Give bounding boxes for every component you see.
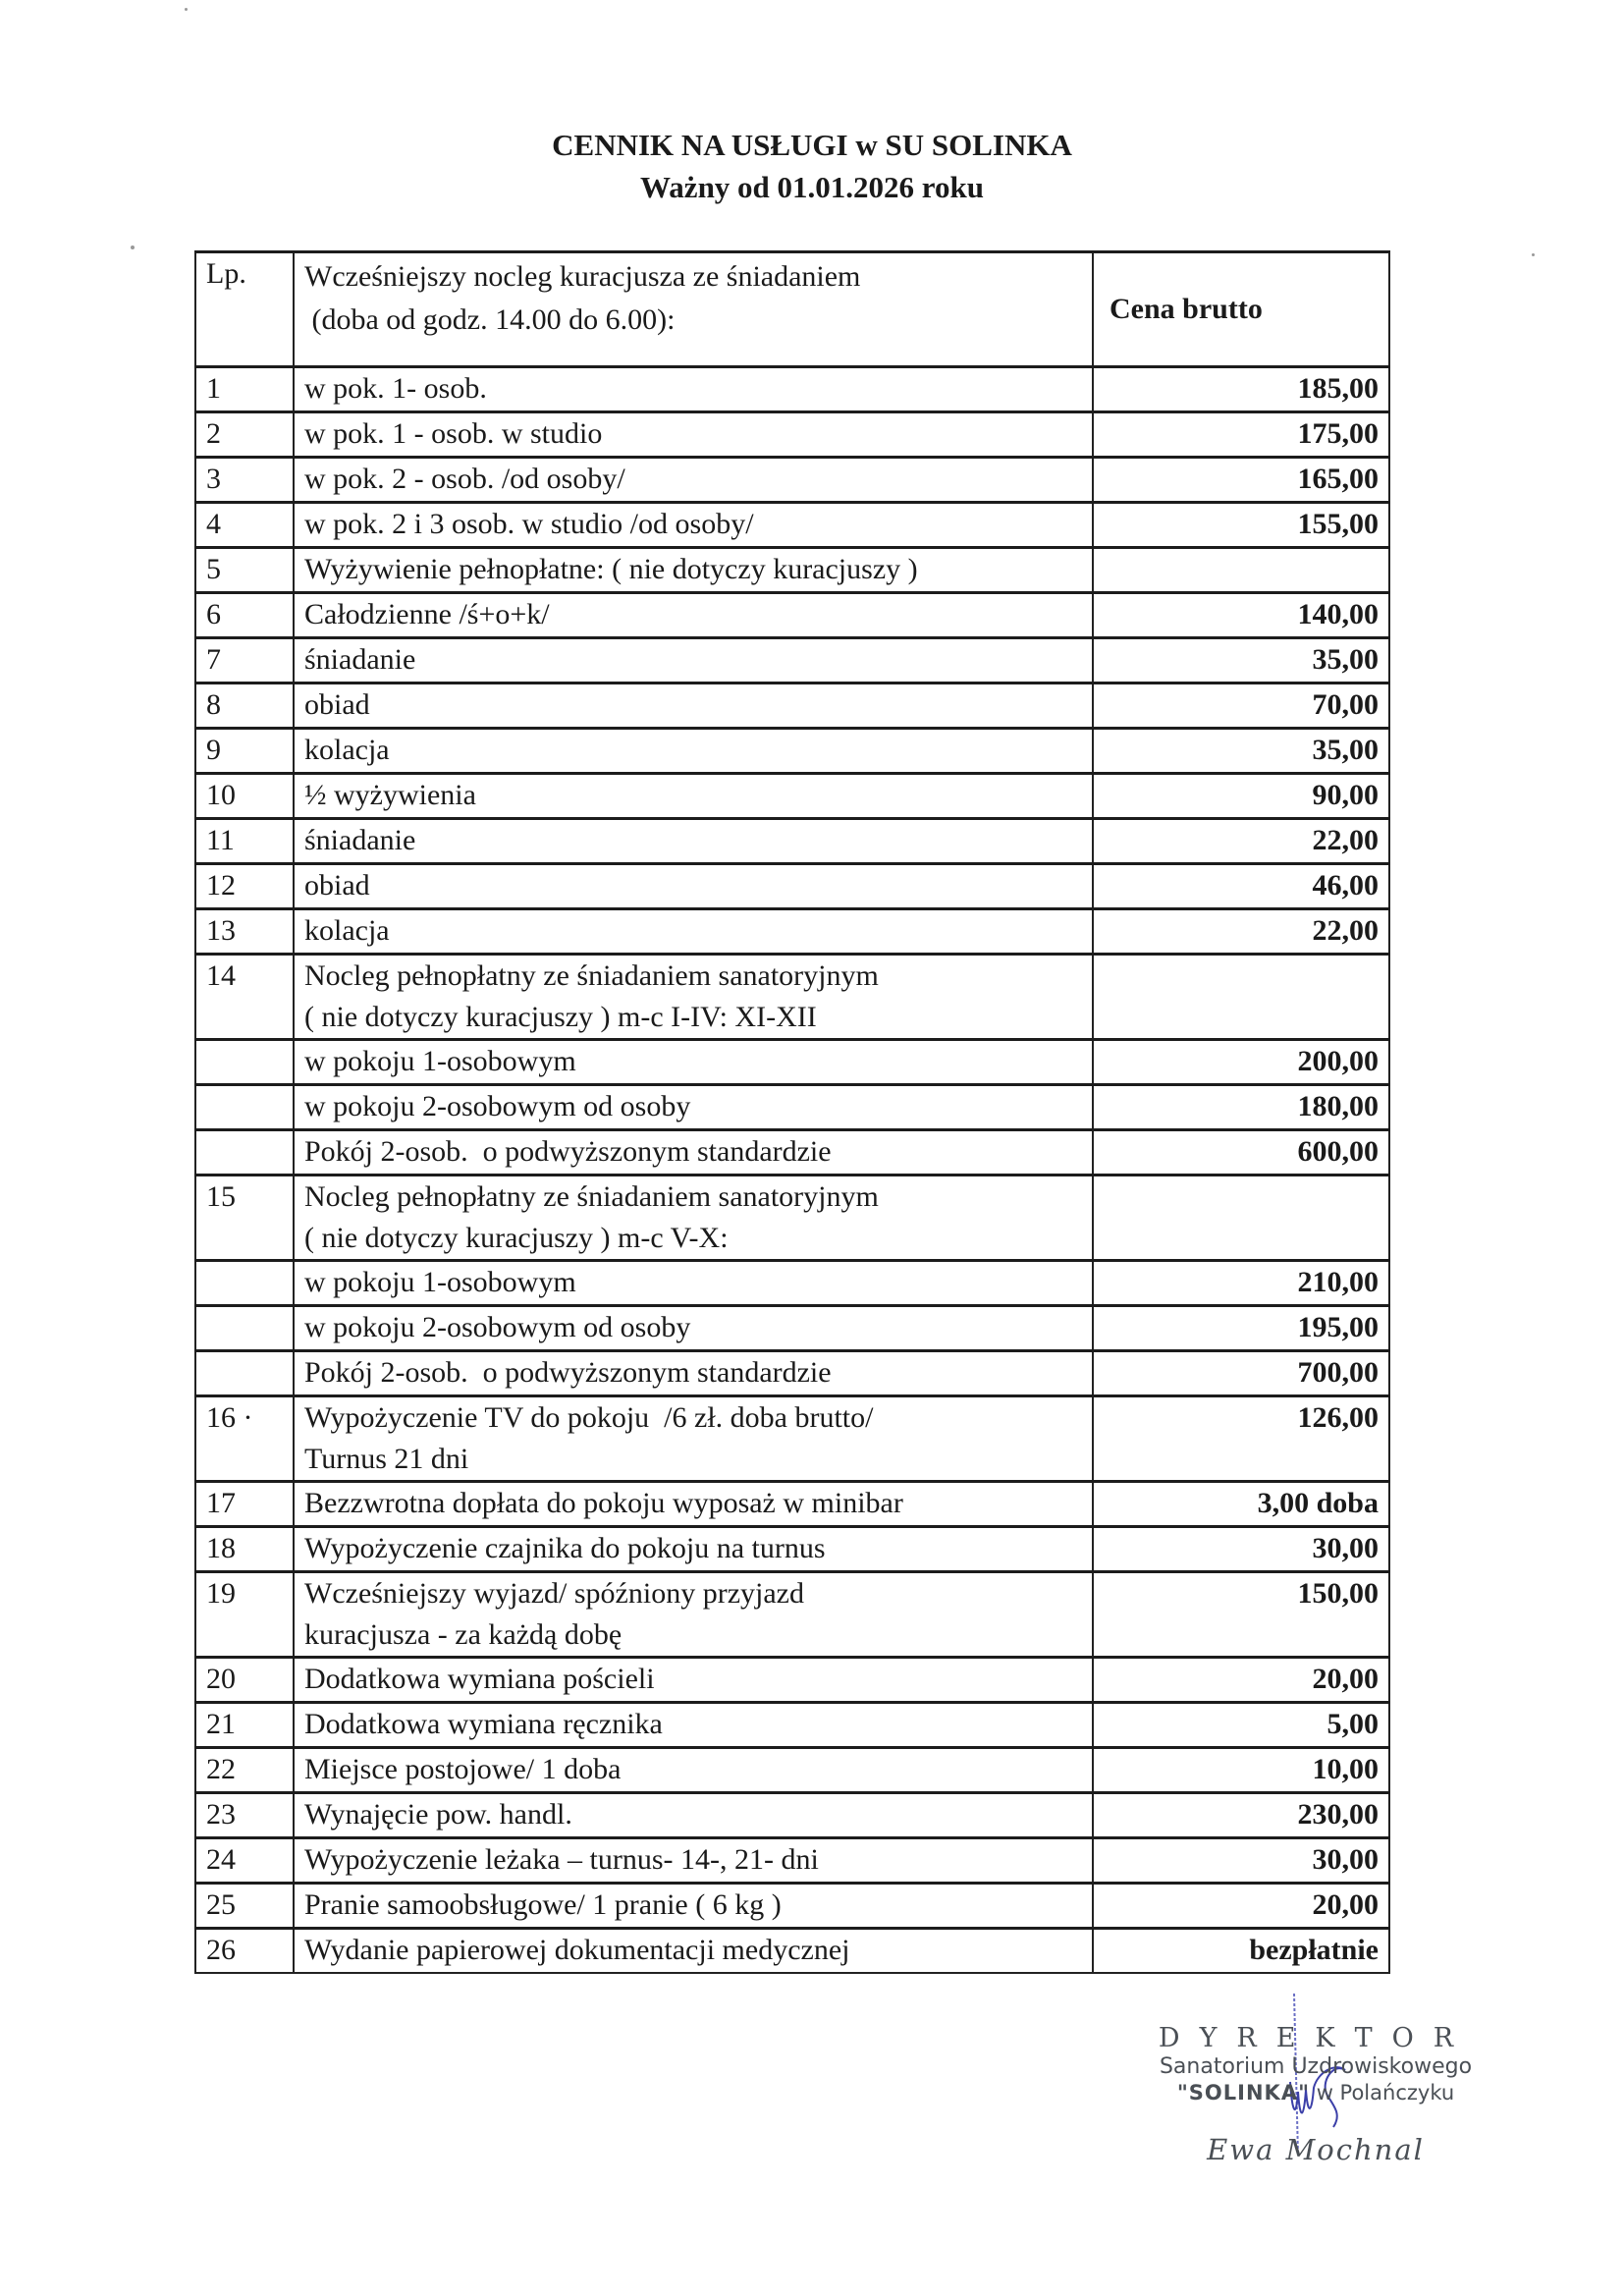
row-description (294, 683, 1093, 729)
row-description (294, 1085, 1093, 1130)
row-description-line: ½ wyżywienia (304, 779, 476, 811)
row-description (294, 548, 1093, 593)
row-description (294, 1884, 1093, 1929)
row-description-line: Bezzwrotna dopłata do pokoju wyposaż w minibar (304, 1487, 903, 1519)
row-description-line: Pranie samoobsługowe/ 1 pranie ( 6 kg ) (304, 1888, 782, 1921)
row-description-line: w pok. 2 i 3 osob. w studio /od osoby/ (304, 508, 754, 540)
row-description-line: w pok. 2 - osob. /od osoby/ (304, 463, 625, 495)
row-price: 35,00 (1093, 729, 1389, 774)
row-description-line: w pokoju 1-osobowym (304, 1266, 576, 1298)
row-lp: 14 (195, 955, 294, 1040)
row-description (294, 1482, 1093, 1527)
row-description-line: kolacja (304, 914, 390, 947)
table-row (195, 1838, 1389, 1884)
header-description (294, 252, 1093, 367)
row-lp: 3 (195, 458, 294, 503)
table-row (195, 1748, 1389, 1793)
row-description-line: w pokoju 2-osobowym od osoby (304, 1311, 691, 1343)
row-description (294, 1838, 1093, 1884)
row-price: bezpłatnie (1093, 1929, 1389, 1974)
row-description (294, 1175, 1093, 1261)
table-row (195, 1658, 1389, 1703)
director-stamp (1119, 2023, 1512, 2166)
row-lp: 12 (195, 864, 294, 909)
row-price: 10,00 (1093, 1748, 1389, 1793)
row-price: 700,00 (1093, 1351, 1389, 1396)
row-description (294, 1130, 1093, 1175)
table-row (195, 367, 1389, 412)
row-price: 22,00 (1093, 819, 1389, 864)
price-table (194, 250, 1390, 1974)
table-row (195, 1175, 1389, 1261)
row-price: 140,00 (1093, 593, 1389, 638)
row-description-line: Wyżywienie pełnopłatne: ( nie dotyczy kuracjuszy ) (304, 553, 918, 585)
row-price: 175,00 (1093, 412, 1389, 458)
stamp-location (1119, 2080, 1512, 2105)
row-description (294, 1658, 1093, 1703)
row-lp: 10 (195, 774, 294, 819)
row-price: 210,00 (1093, 1261, 1389, 1306)
scan-speck (131, 246, 135, 249)
row-description-line: Całodzienne /ś+o+k/ (304, 598, 550, 630)
row-lp: 19 (195, 1572, 294, 1658)
row-description-line: obiad (304, 869, 370, 902)
row-description-line: Wcześniejszy wyjazd/ spóźniony przyjazd (304, 1577, 804, 1610)
row-lp (195, 1306, 294, 1351)
row-price: 155,00 (1093, 503, 1389, 548)
row-description-line: śniadanie (304, 643, 416, 676)
table-row (195, 1572, 1389, 1658)
row-description (294, 1261, 1093, 1306)
row-description (294, 1572, 1093, 1658)
row-price: 185,00 (1093, 367, 1389, 412)
row-description-line: śniadanie (304, 824, 416, 856)
table-row (195, 593, 1389, 638)
row-price: 46,00 (1093, 864, 1389, 909)
header-price: Cena brutto (1093, 252, 1389, 367)
table-row (195, 638, 1389, 683)
row-description (294, 1527, 1093, 1572)
row-description-line: w pok. 1 - osob. w studio (304, 417, 603, 450)
row-lp: 21 (195, 1703, 294, 1748)
row-description (294, 1793, 1093, 1838)
row-description-line: Nocleg pełnopłatny ze śniadaniem sanatoryjnym (304, 1180, 879, 1213)
row-description (294, 1929, 1093, 1974)
row-price: 126,00 (1093, 1396, 1389, 1482)
row-price: 195,00 (1093, 1306, 1389, 1351)
row-lp (195, 1130, 294, 1175)
row-lp (195, 1261, 294, 1306)
table-row (195, 729, 1389, 774)
row-description-line: Wypożyczenie leżaka – turnus- 14-, 21- dni (304, 1843, 819, 1876)
row-price (1093, 955, 1389, 1040)
scan-speck (1532, 253, 1535, 256)
table-row (195, 458, 1389, 503)
row-description-line: Turnus 21 dni (304, 1443, 469, 1475)
row-description (294, 774, 1093, 819)
document-title: CENNIK NA USŁUGI w SU SOLINKA (552, 128, 1072, 162)
row-lp (195, 1351, 294, 1396)
row-lp: 13 (195, 909, 294, 955)
table-row (195, 1793, 1389, 1838)
row-description (294, 638, 1093, 683)
row-description (294, 909, 1093, 955)
row-description (294, 729, 1093, 774)
row-lp (195, 1040, 294, 1085)
table-row (195, 1482, 1389, 1527)
row-description-line: Pokój 2-osob. o podwyższonym standardzie (304, 1356, 832, 1389)
row-lp: 24 (195, 1838, 294, 1884)
row-price: 90,00 (1093, 774, 1389, 819)
row-price: 22,00 (1093, 909, 1389, 955)
row-lp: 17 (195, 1482, 294, 1527)
row-description (294, 1040, 1093, 1085)
row-description-line: w pokoju 1-osobowym (304, 1045, 576, 1077)
document-subtitle: Ważny od 01.01.2026 roku (640, 170, 984, 204)
row-price: 180,00 (1093, 1085, 1389, 1130)
price-table-body (195, 367, 1389, 1974)
row-description-line: ( nie dotyczy kuracjuszy ) m-c I-IV: XI-XII (304, 1001, 817, 1033)
stamp-title: DYREKTOR (1158, 2023, 1474, 2053)
row-description (294, 1396, 1093, 1482)
table-row (195, 1040, 1389, 1085)
header-lp: Lp. (195, 252, 294, 367)
table-row (195, 1929, 1389, 1974)
table-header-row (195, 252, 1389, 367)
row-price: 20,00 (1093, 1658, 1389, 1703)
table-row (195, 1527, 1389, 1572)
table-row (195, 864, 1389, 909)
row-price: 3,00 doba (1093, 1482, 1389, 1527)
row-lp: 2 (195, 412, 294, 458)
row-lp: 5 (195, 548, 294, 593)
table-row (195, 683, 1389, 729)
row-description-line: w pok. 1- osob. (304, 372, 487, 405)
table-row (195, 1085, 1389, 1130)
row-description-line: kolacja (304, 734, 390, 766)
row-price: 20,00 (1093, 1884, 1389, 1929)
row-description (294, 367, 1093, 412)
row-lp: 25 (195, 1884, 294, 1929)
table-row (195, 503, 1389, 548)
table-row (195, 1884, 1389, 1929)
row-price: 30,00 (1093, 1838, 1389, 1884)
row-lp: 6 (195, 593, 294, 638)
table-row (195, 548, 1389, 593)
table-row (195, 412, 1389, 458)
row-price (1093, 1175, 1389, 1261)
header-description-line2: (doba od godz. 14.00 do 6.00): (304, 303, 676, 336)
row-description (294, 1351, 1093, 1396)
header-description-line1: Wcześniejszy nocleg kuracjusza ze śniadaniem (304, 260, 861, 293)
row-lp: 15 (195, 1175, 294, 1261)
row-description (294, 1748, 1093, 1793)
table-row (195, 774, 1389, 819)
row-description (294, 412, 1093, 458)
row-lp: 16 · (195, 1396, 294, 1482)
row-lp: 7 (195, 638, 294, 683)
row-description-line: Wydanie papierowej dokumentacji medycznej (304, 1934, 850, 1966)
row-price: 35,00 (1093, 638, 1389, 683)
table-row (195, 1396, 1389, 1482)
stamp-director-name: Ewa Mochnal (1207, 2133, 1425, 2166)
row-price: 5,00 (1093, 1703, 1389, 1748)
row-description-line: obiad (304, 688, 370, 721)
row-price (1093, 548, 1389, 593)
row-description-line: Nocleg pełnopłatny ze śniadaniem sanatoryjnym (304, 959, 879, 992)
row-description-line: w pokoju 2-osobowym od osoby (304, 1090, 691, 1122)
row-description-line: Wypożyczenie TV do pokoju /6 zł. doba brutto/ (304, 1401, 874, 1434)
row-description-line: Miejsce postojowe/ 1 doba (304, 1753, 622, 1785)
table-row (195, 1261, 1389, 1306)
row-description (294, 593, 1093, 638)
row-lp: 20 (195, 1658, 294, 1703)
row-price: 70,00 (1093, 683, 1389, 729)
row-description-line: Wynajęcie pow. handl. (304, 1798, 572, 1831)
row-description (294, 503, 1093, 548)
row-description (294, 864, 1093, 909)
table-row (195, 1351, 1389, 1396)
table-row (195, 1703, 1389, 1748)
row-lp (195, 1085, 294, 1130)
row-lp: 23 (195, 1793, 294, 1838)
row-description-line: Pokój 2-osob. o podwyższonym standardzie (304, 1135, 832, 1168)
row-lp: 22 (195, 1748, 294, 1793)
stamp-town: w Polańczyku (1310, 2081, 1455, 2105)
table-row (195, 909, 1389, 955)
row-description (294, 458, 1093, 503)
row-description-line: Wypożyczenie czajnika do pokoju na turnus (304, 1532, 826, 1564)
row-description-line: kuracjusza - za każdą dobę (304, 1618, 623, 1651)
table-row (195, 1306, 1389, 1351)
row-lp: 26 (195, 1929, 294, 1974)
row-lp: 1 (195, 367, 294, 412)
row-description (294, 1703, 1093, 1748)
row-lp: 11 (195, 819, 294, 864)
stamp-institution: Sanatorium Uzdrowiskowego (1159, 2054, 1473, 2079)
row-description-line: Dodatkowa wymiana pościeli (304, 1663, 655, 1695)
row-description (294, 955, 1093, 1040)
row-lp: 4 (195, 503, 294, 548)
row-description-line: ( nie dotyczy kuracjuszy ) m-c V-X: (304, 1222, 729, 1254)
row-description-line: Dodatkowa wymiana ręcznika (304, 1708, 663, 1740)
row-description (294, 819, 1093, 864)
row-price: 600,00 (1093, 1130, 1389, 1175)
row-price: 165,00 (1093, 458, 1389, 503)
row-lp: 8 (195, 683, 294, 729)
table-row (195, 955, 1389, 1040)
row-price: 30,00 (1093, 1527, 1389, 1572)
scan-speck (185, 8, 188, 11)
row-price: 200,00 (1093, 1040, 1389, 1085)
table-row (195, 1130, 1389, 1175)
row-price: 230,00 (1093, 1793, 1389, 1838)
row-description (294, 1306, 1093, 1351)
table-row (195, 819, 1389, 864)
row-price: 150,00 (1093, 1572, 1389, 1658)
stamp-solinka: "SOLINKA" (1176, 2081, 1311, 2105)
row-lp: 18 (195, 1527, 294, 1572)
row-lp: 9 (195, 729, 294, 774)
